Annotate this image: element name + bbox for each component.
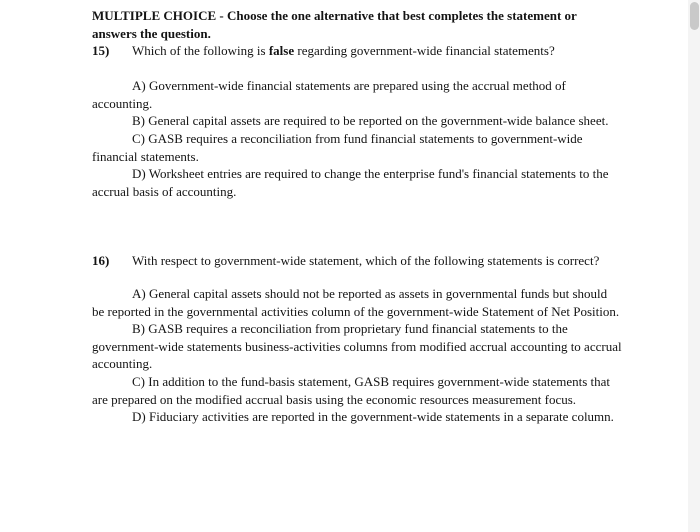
option-a: A) Government-wide financial statements are prepared using the accrual method of accounting. xyxy=(92,78,566,111)
question-stem: With respect to government-wide statement, which of the following statements is correct? xyxy=(132,253,600,269)
option-c: C) GASB requires a reconciliation from fund financial statements to government-wide financial statements. xyxy=(92,131,583,164)
scrollbar-track[interactable] xyxy=(688,0,700,532)
section-header: MULTIPLE CHOICE - Choose the one alternative that best completes the statement or answers the question. xyxy=(92,8,577,41)
option-b: B) GASB requires a reconciliation from proprietary fund financial statements to the government-wide statements business-activities columns from modified accrual accounting to accrual accounting. xyxy=(92,321,622,372)
option-c: C) In addition to the fund-basis statement, GASB requires government-wide statements that are prepared on the modified accrual basis using the economic resources measurement focus. xyxy=(92,374,611,407)
question-15 xyxy=(92,42,622,60)
document-body xyxy=(92,7,622,426)
question-stem xyxy=(132,42,555,60)
stem-text: regarding government-wide financial statements? xyxy=(294,43,555,59)
stem-text: Which of the following is xyxy=(132,43,269,59)
question-number: 15) xyxy=(92,43,110,59)
option-a: A) General capital assets should not be reported as assets in governmental funds but should be reported in the governmental activities column of the government-wide Statement of Net Position. xyxy=(92,286,620,319)
option-d: D) Worksheet entries are required to change the enterprise fund's financial statements to the accrual basis of accounting. xyxy=(92,166,609,199)
option-d: D) Fiduciary activities are reported in the government-wide statements in a separate column. xyxy=(132,409,614,425)
stem-emphasis: false xyxy=(268,43,295,59)
option-b: B) General capital assets are required to be reported on the government-wide balance sheet. xyxy=(132,113,609,129)
question-number: 16) xyxy=(92,253,110,269)
scrollbar-thumb[interactable] xyxy=(690,2,699,30)
question-16 xyxy=(92,252,622,270)
